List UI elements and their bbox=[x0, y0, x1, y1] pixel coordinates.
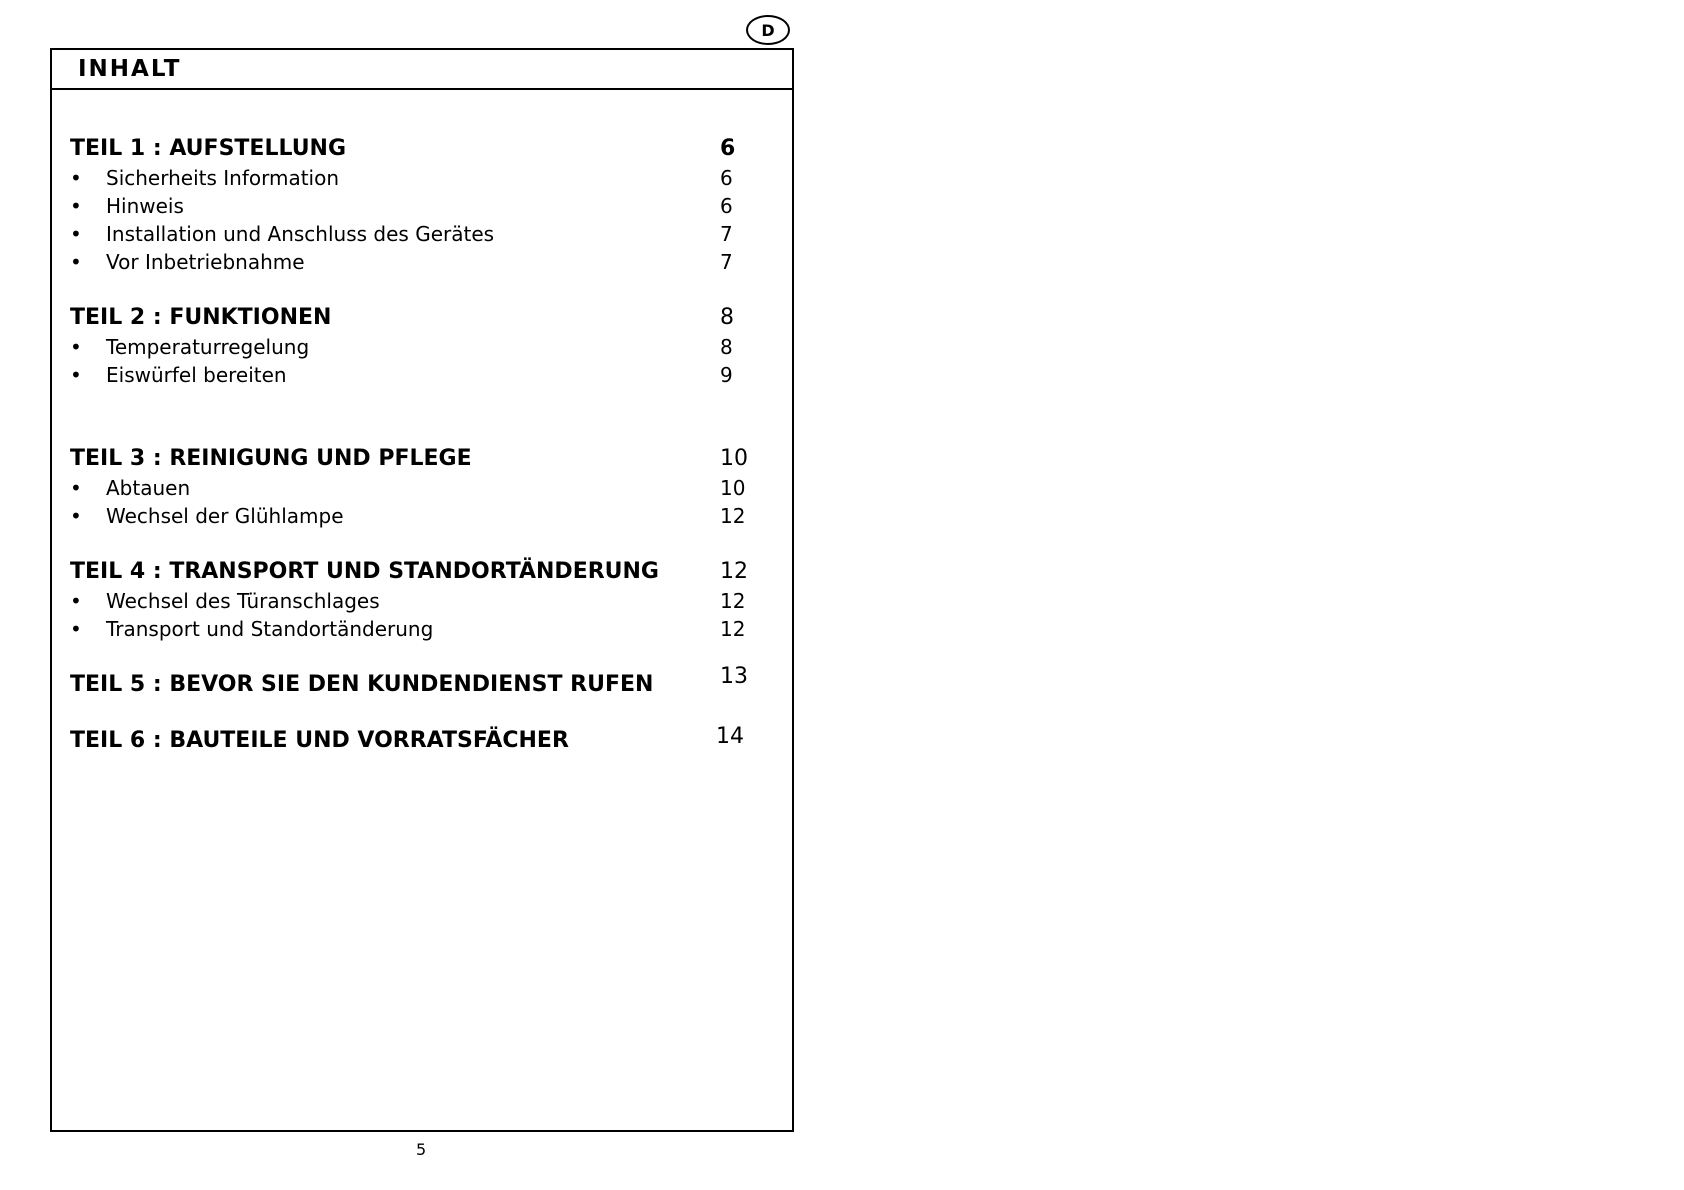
section-page: 14 bbox=[716, 724, 744, 749]
bullet: • bbox=[70, 335, 82, 359]
item-page: 7 bbox=[720, 250, 733, 274]
item-page: 12 bbox=[720, 504, 746, 528]
toc-item[interactable] bbox=[70, 222, 770, 252]
section-2-heading[interactable] bbox=[70, 305, 770, 335]
toc-item[interactable] bbox=[70, 476, 770, 506]
section-title: TEIL 2 : FUNKTIONEN bbox=[70, 305, 332, 330]
bullet: • bbox=[70, 166, 82, 190]
item-label: Transport und Standortänderung bbox=[106, 617, 434, 641]
section-title: TEIL 4 : TRANSPORT UND STANDORTÄNDERUNG bbox=[70, 559, 659, 584]
toc-item[interactable] bbox=[70, 166, 770, 196]
language-badge: D bbox=[746, 15, 790, 45]
section-title: TEIL 1 : AUFSTELLUNG bbox=[70, 136, 347, 161]
section-title: TEIL 3 : REINIGUNG UND PFLEGE bbox=[70, 446, 472, 471]
section-page: 13 bbox=[720, 664, 748, 689]
bullet: • bbox=[70, 250, 82, 274]
item-page: 10 bbox=[720, 476, 746, 500]
item-page: 6 bbox=[720, 166, 733, 190]
item-label: Hinweis bbox=[106, 194, 184, 218]
toc-item[interactable] bbox=[70, 363, 770, 393]
item-page: 12 bbox=[720, 589, 746, 613]
item-label: Wechsel des Türanschlages bbox=[106, 589, 380, 613]
item-label: Eiswürfel bereiten bbox=[106, 363, 287, 387]
section-page: 8 bbox=[720, 305, 734, 330]
section-page: 6 bbox=[720, 136, 736, 161]
section-1-heading[interactable] bbox=[70, 136, 770, 166]
item-page: 9 bbox=[720, 363, 733, 387]
page-number: 5 bbox=[416, 1140, 427, 1159]
toc-header bbox=[52, 50, 792, 90]
bullet: • bbox=[70, 476, 82, 500]
item-label: Installation und Anschluss des Gerätes bbox=[106, 222, 495, 246]
item-label: Sicherheits Information bbox=[106, 166, 340, 190]
item-page: 12 bbox=[720, 617, 746, 641]
item-page: 6 bbox=[720, 194, 733, 218]
toc-item[interactable] bbox=[70, 250, 770, 280]
toc-frame bbox=[50, 48, 794, 1132]
section-title: TEIL 5 : BEVOR SIE DEN KUNDENDIENST RUFEN bbox=[70, 672, 654, 697]
bullet: • bbox=[70, 589, 82, 613]
item-page: 7 bbox=[720, 222, 733, 246]
item-label: Abtauen bbox=[106, 476, 191, 500]
toc-item[interactable] bbox=[70, 589, 770, 619]
toc-item[interactable] bbox=[70, 617, 770, 647]
toc-title: INHALT bbox=[78, 56, 182, 82]
section-4-heading[interactable] bbox=[70, 559, 770, 589]
item-label: Vor Inbetriebnahme bbox=[106, 250, 305, 274]
section-6-heading[interactable] bbox=[70, 724, 770, 758]
bullet: • bbox=[70, 504, 82, 528]
section-5-heading[interactable] bbox=[70, 664, 770, 702]
section-page: 12 bbox=[720, 559, 748, 584]
toc-item[interactable] bbox=[70, 335, 770, 365]
item-label: Temperaturregelung bbox=[106, 335, 310, 359]
toc-item[interactable] bbox=[70, 194, 770, 224]
item-page: 8 bbox=[720, 335, 733, 359]
bullet: • bbox=[70, 194, 82, 218]
bullet: • bbox=[70, 617, 82, 641]
section-page: 10 bbox=[720, 446, 748, 471]
toc-item[interactable] bbox=[70, 504, 770, 534]
bullet: • bbox=[70, 363, 82, 387]
section-3-heading[interactable] bbox=[70, 446, 770, 476]
item-label: Wechsel der Glühlampe bbox=[106, 504, 344, 528]
section-title: TEIL 6 : BAUTEILE UND VORRATSFÄCHER bbox=[70, 728, 569, 753]
bullet: • bbox=[70, 222, 82, 246]
